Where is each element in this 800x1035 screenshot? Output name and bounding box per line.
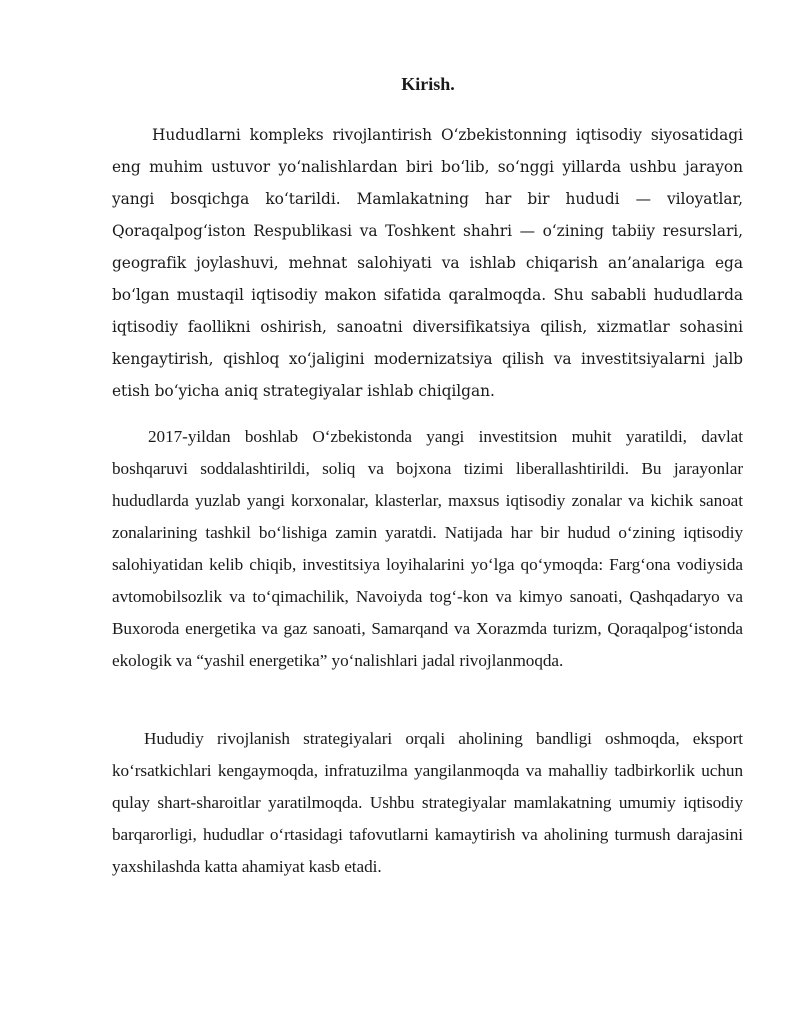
paragraph-regional-strategies: Hududiy rivojlanish strategiyalari orqali aholining bandligi oshmoqda, eksport ko‘rsatkichlari kengaymoqda, infratuzilma yangilanmoqda va mahalliy tadbirkorlik uchun qulay shart-sharoitlar yaratilmoqda. Ushbu strategiyalar mamlakatning umumiy iqtisodiy barqarorligi, hududlar o‘rtasidagi tafovutlarni kamaytirish va aholining turmush darajasini yaxshilashda katta ahamiyat kasb etadi. [112,729,743,876]
paragraph-investment-climate: 2017-yildan boshlab O‘zbekistonda yangi investitsion muhit yaratildi, davlat boshqaruvi soddalashtirildi, soliq va bojxona tizimi liberallashtirildi. Bu jarayonlar hududlarda yuzlab yangi korxonalar, klasterlar, maxsus iqtisodiy zonalar va kichik sanoat zonalarining tashkil bo‘lishiga zamin yaratdi. Natijada har bir hudud o‘zining iqtisodiy salohiyatidan kelib chiqib, investitsiya loyihalarini yo‘lga qo‘ymoqda: Farg‘ona vodiysida avtomobilsozlik va to‘qimachilik, Navoiyda tog‘-kon va kimyo sanoati, Qashqadaryo va Buxoroda energetika va gaz sanoati, Samarqand va Xorazmda turizm, Qoraqalpog‘istonda ekologik va “yashil energetika” yo‘nalishlari jadal rivojlanmoqda. [112,427,743,670]
paragraph-introduction: Hududlarni kompleks rivojlantirish O‘zbekistonning iqtisodiy siyosatidagi eng muhim ustuvor yo‘nalishlardan biri bo‘lib, so‘nggi yillarda ushbu jarayon yangi bosqichga ko‘tarildi. Mamlakatning har bir hududi — viloyatlar, Qoraqalpog‘iston Respublikasi va Toshkent shahri — o‘zining tabiiy resurslari, geografik joylashuvi, mehnat salohiyati va ishlab chiqarish an’analariga ega bo‘lgan mustaqil iqtisodiy makon sifatida qaralmoqda. Shu sababli hududlarda iqtisodiy faollikni oshirish, sanoatni diversifikatsiya qilish, xizmatlar sohasini kengaytirish, qishloq xo‘jaligini modernizatsiya qilish va investitsiyalarni jalb etish bo‘yicha aniq strategiyalar ishlab chiqilgan. [112,126,743,400]
page-title: Kirish. [401,74,455,94]
